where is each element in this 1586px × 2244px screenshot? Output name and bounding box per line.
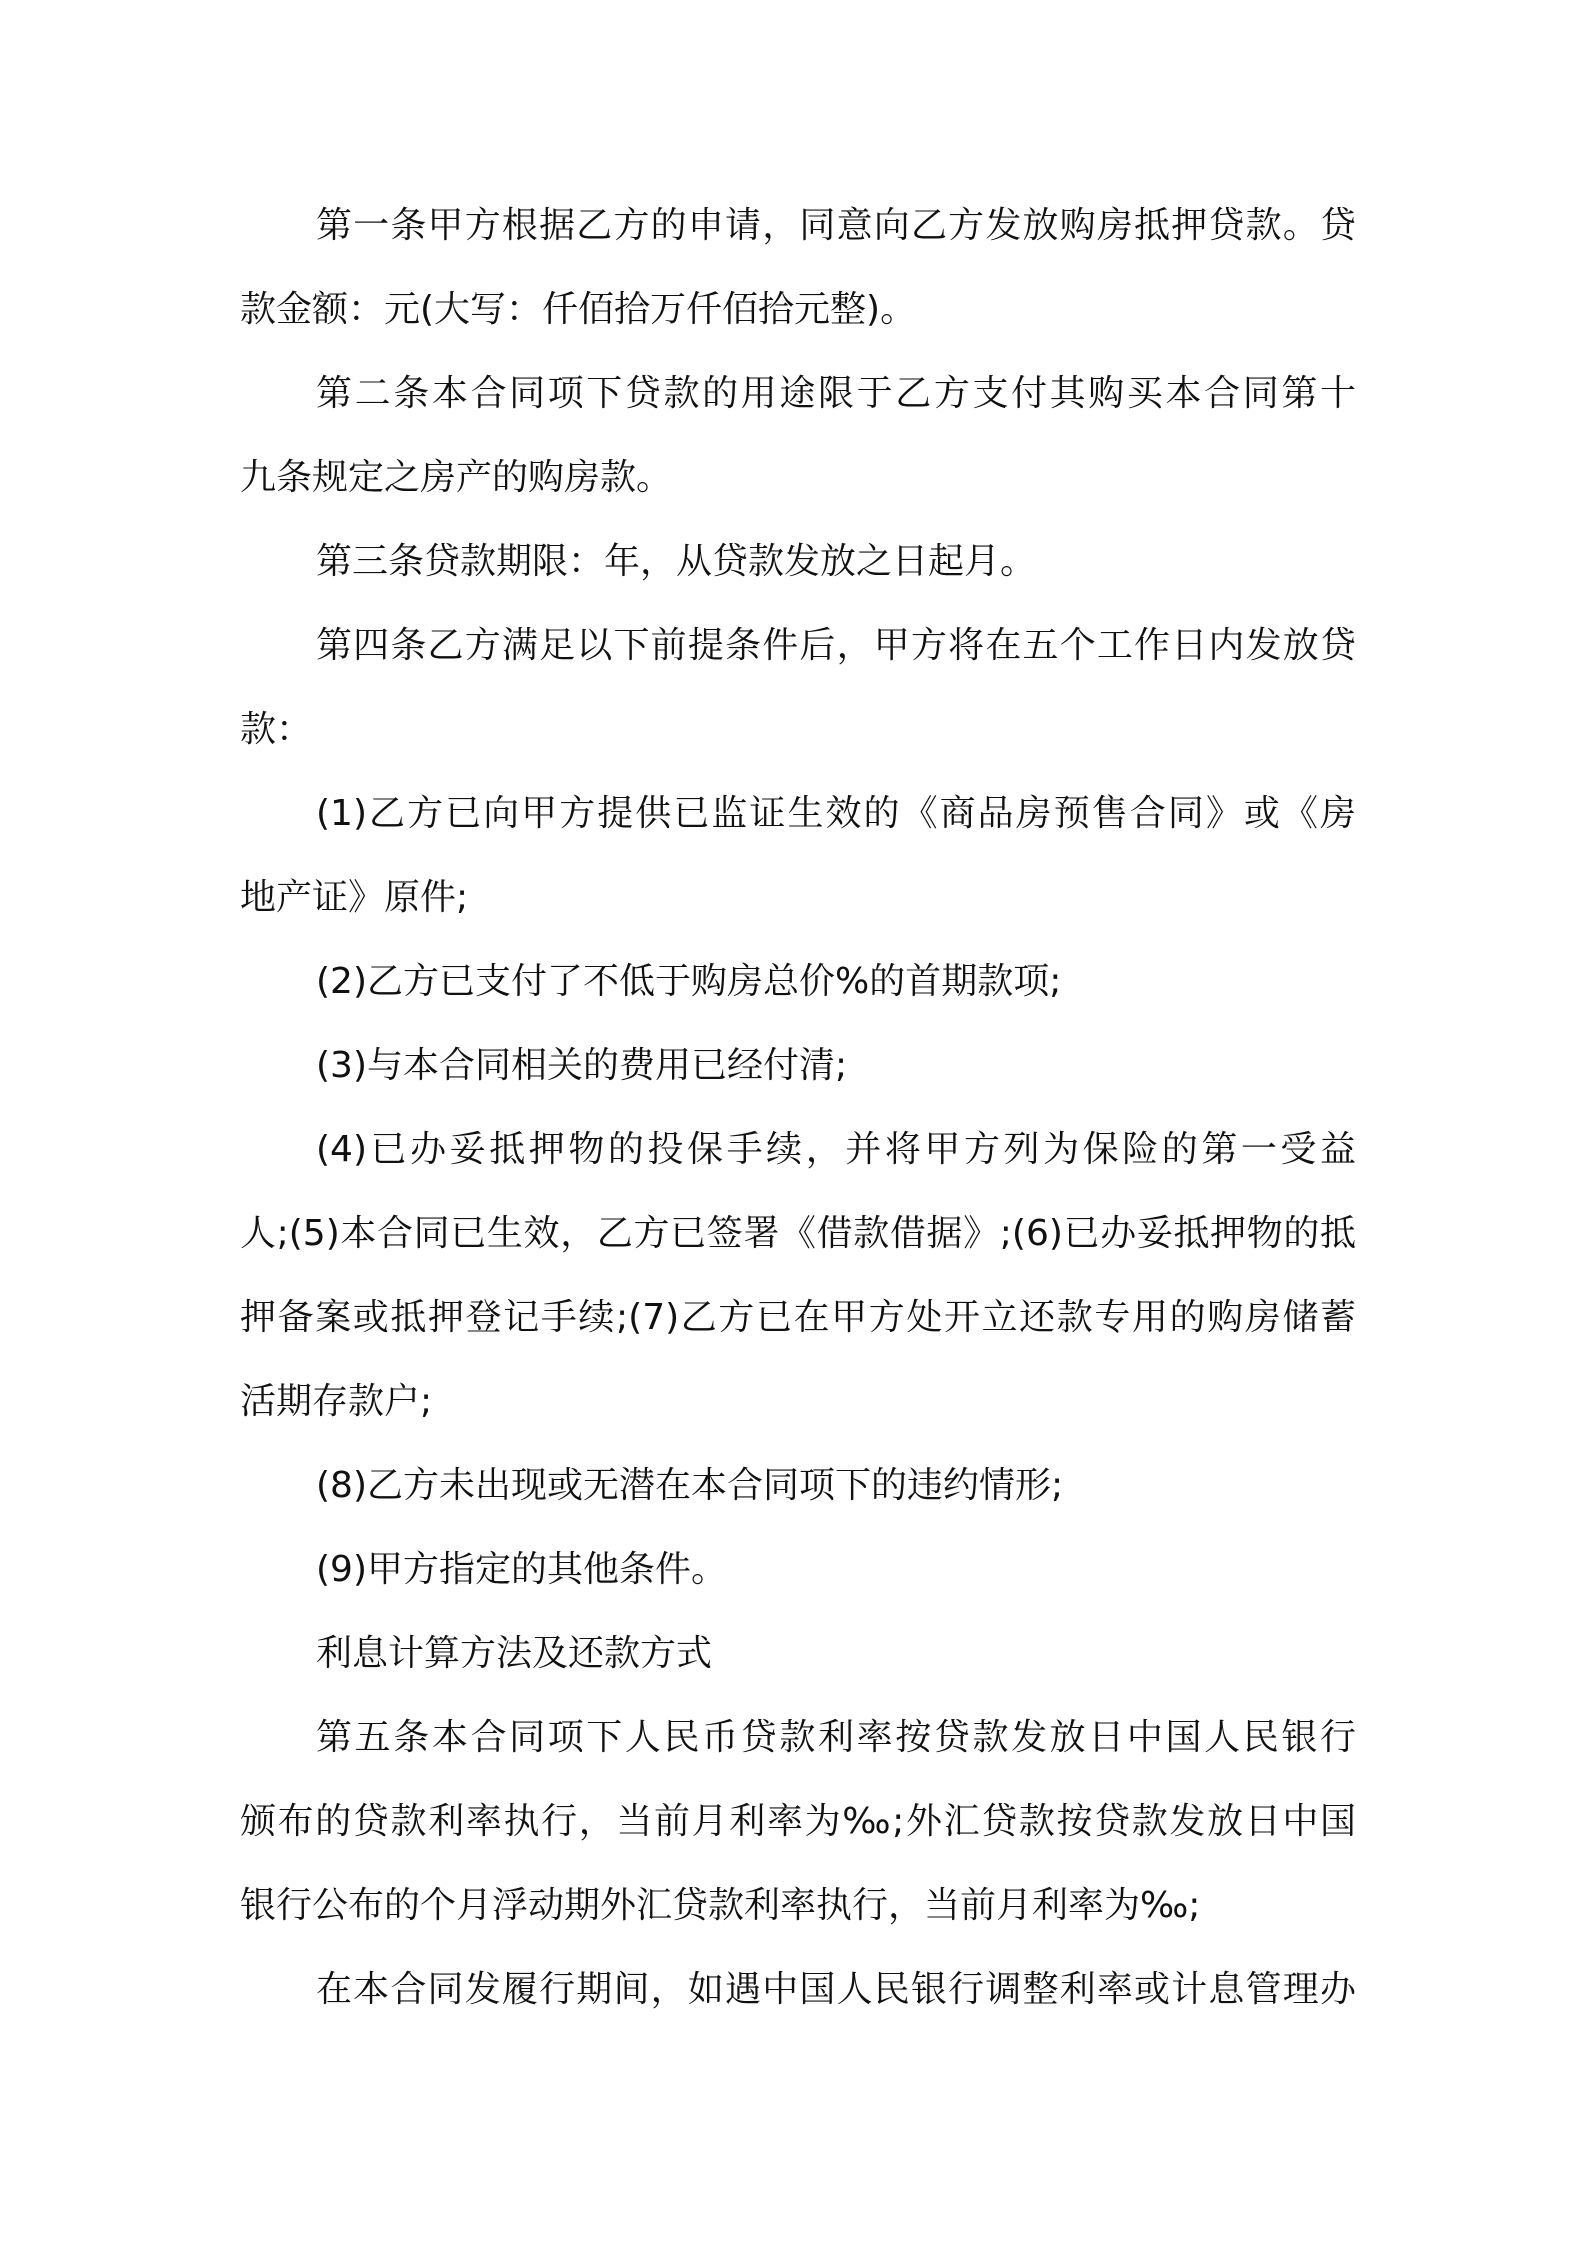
- section-heading: 利息计算方法及还款方式: [316, 1633, 713, 1674]
- text-line: 押备案或抵押登记手续;(7)乙方已在甲方处开立还款专用的购房储蓄: [240, 1297, 1356, 1338]
- text-line: 颁布的贷款利率执行，当前月利率为‰;外汇贷款按贷款发放日中国: [240, 1801, 1356, 1842]
- text-line: 在本合同发履行期间，如遇中国人民银行调整利率或计息管理办: [316, 1969, 1356, 2010]
- text-line: 地产证》原件;: [240, 877, 469, 918]
- text-line: 第一条甲方根据乙方的申请，同意向乙方发放购房抵押贷款。贷: [316, 205, 1356, 246]
- text-line: (3)与本合同相关的费用已经付清;: [316, 1045, 848, 1086]
- text-line: 活期存款户;: [240, 1381, 433, 1422]
- text-line: (2)乙方已支付了不低于购房总价%的首期款项;: [316, 961, 1062, 1002]
- text-line: (9)甲方指定的其他条件。: [316, 1549, 727, 1590]
- text-line: (4)已办妥抵押物的投保手续，并将甲方列为保险的第一受益: [316, 1129, 1356, 1170]
- text-line: (1)乙方已向甲方提供已监证生效的《商品房预售合同》或《房: [316, 793, 1356, 834]
- text-line: 第二条本合同项下贷款的用途限于乙方支付其购买本合同第十: [316, 373, 1356, 414]
- text-line: 第三条贷款期限：年，从贷款发放之日起月。: [316, 541, 1037, 582]
- text-line: 款：: [240, 709, 313, 750]
- text-line: 第五条本合同项下人民币贷款利率按贷款发放日中国人民银行: [316, 1717, 1356, 1758]
- text-line: 九条规定之房产的购房款。: [240, 457, 673, 498]
- text-line: 银行公布的个月浮动期外汇贷款利率执行，当前月利率为‰;: [240, 1885, 1201, 1926]
- text-line: 人;(5)本合同已生效，乙方已签署《借款借据》;(6)已办妥抵押物的抵: [240, 1213, 1356, 1254]
- text-line: (8)乙方未出现或无潜在本合同项下的违约情形;: [316, 1465, 1064, 1506]
- text-line: 款金额：元(大写：仟佰拾万仟佰拾元整)。: [240, 289, 917, 330]
- text-line: 第四条乙方满足以下前提条件后，甲方将在五个工作日内发放贷: [316, 625, 1356, 666]
